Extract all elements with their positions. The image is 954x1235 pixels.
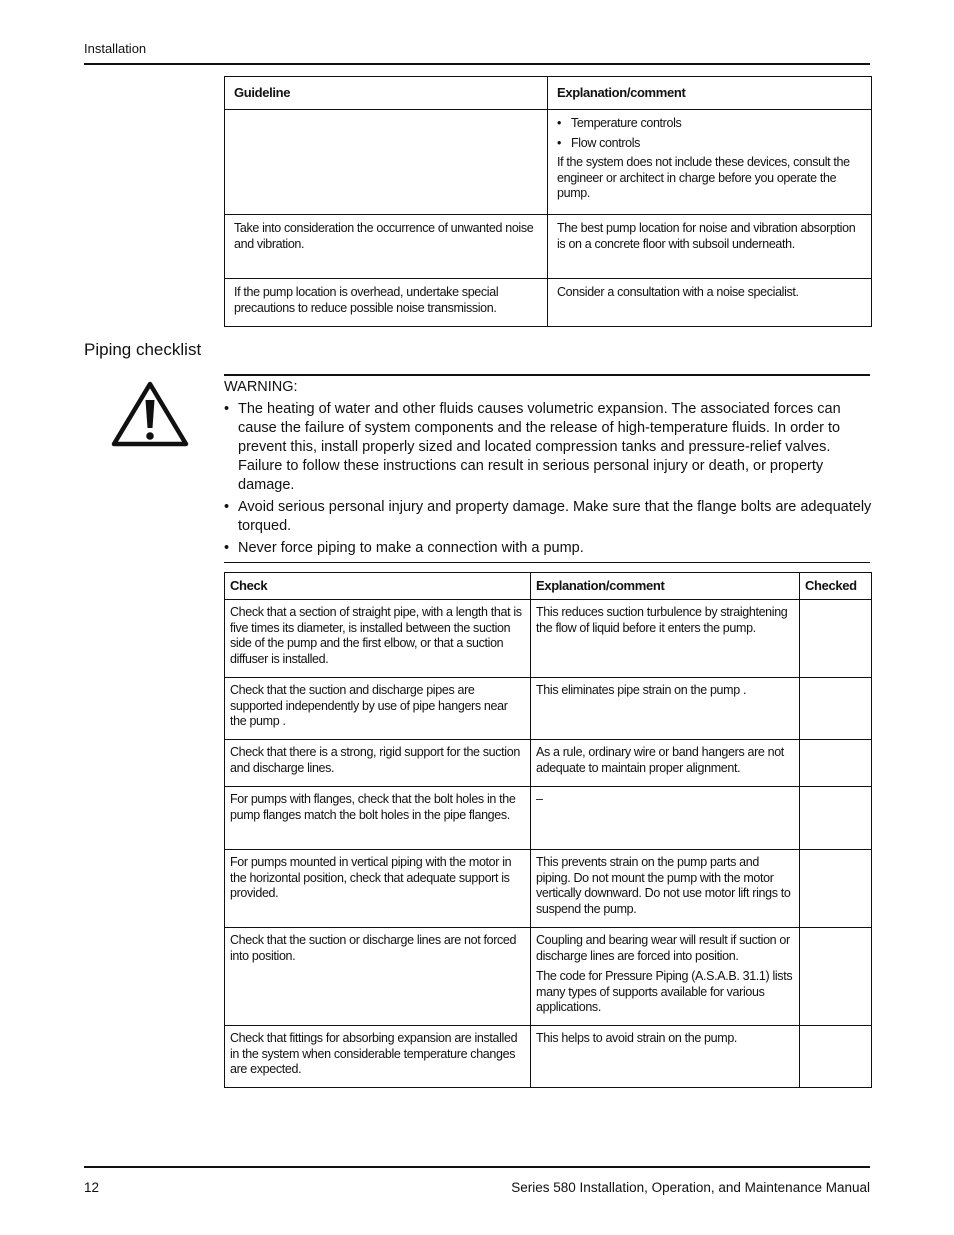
bullet-icon: • [224,401,230,417]
explanation-text: If the system does not include these devices, consult the engineer or architect in charge before you operate the pump. [557,155,850,200]
piping-checklist-table [224,572,872,1088]
explanation-text: As a rule, ordinary wire or band hangers are not adequate to maintain proper alignment. [536,745,784,775]
page-number: 12 [84,1180,100,1195]
explanation-cell [531,850,800,928]
explanation-cell: The best pump location for noise and vibration absorption is on a concrete floor with subsoil underneath. [548,215,872,279]
table-header-row [225,573,872,600]
warning-text: Never force piping to make a connection with a pump. [238,540,584,556]
guideline-cell [225,110,548,215]
explanation-text: – [536,792,543,806]
column-header-explanation: Explanation/comment [548,77,872,110]
check-cell: Check that fittings for absorbing expansion are installed in the system when considerable temperature changes are expected. [225,1026,531,1088]
bullet-icon: • [557,135,562,150]
check-cell: For pumps with flanges, check that the bolt holes in the pump flanges match the bolt holes in the pipe flanges. [225,787,531,850]
bullet-icon: • [224,540,230,556]
checked-cell[interactable] [800,1026,872,1088]
table-row [225,110,872,215]
explanation-text: This eliminates pipe strain on the pump . [536,683,747,697]
explanation-text: This prevents strain on the pump parts and piping. Do not mount the pump with the motor vertically downward. Do not use motor lift rings to suspend the pump. [536,855,791,916]
bullet-text: Temperature controls [571,116,682,130]
warning-block [224,378,872,561]
table-header-row [225,77,872,110]
warning-top-rule [224,374,870,376]
bullet-text: Flow controls [571,135,641,150]
checked-cell[interactable] [800,850,872,928]
list-item [557,116,863,132]
table-row [225,850,872,928]
warning-text: Avoid serious personal injury and property damage. Make sure that the flange bolts are adequately torqued. [238,499,872,534]
column-header-check: Check [225,573,531,600]
footer-rule [84,1166,870,1168]
running-header: Installation [84,41,147,56]
bullet-icon: • [557,116,562,130]
column-header-explanation: Explanation/comment [531,573,800,600]
explanation-cell [531,928,800,1026]
table-row [225,1026,872,1088]
check-cell: For pumps mounted in vertical piping with the motor in the horizontal position, check that adequate support is provided. [225,850,531,928]
table-row [225,740,872,787]
explanation-cell [531,787,800,850]
checked-cell[interactable] [800,928,872,1026]
explanation-cell: Consider a consultation with a noise specialist. [548,279,872,327]
explanation-cell [548,110,872,215]
explanation-cell [531,678,800,740]
table-row [225,787,872,850]
warning-item [224,400,872,495]
explanation-text: This reduces suction turbulence by straightening the flow of liquid before it enters the pump. [536,605,788,635]
warning-title: WARNING: [224,379,298,395]
warning-triangle-icon [110,380,190,448]
explanation-text: This helps to avoid strain on the pump. [536,1031,738,1045]
warning-bottom-rule [224,562,870,563]
manual-title: Series 580 Installation, Operation, and Maintenance Manual [511,1180,870,1195]
table-row [225,279,872,327]
check-cell: Check that the suction and discharge pipes are supported independently by use of pipe hangers near the pump . [225,678,531,740]
bullet-icon: • [224,499,230,515]
header-rule [84,63,870,65]
guideline-cell: Take into consideration the occurrence of unwanted noise and vibration. [225,215,548,279]
column-header-guideline: Guideline [225,77,548,110]
table-row [225,928,872,1026]
checked-cell[interactable] [800,740,872,787]
warning-item [224,498,872,536]
guideline-table [224,76,872,327]
list-item [557,136,863,152]
check-cell: Check that the suction or discharge lines are not forced into position. [225,928,531,1026]
checked-cell[interactable] [800,787,872,850]
table-row [225,215,872,279]
check-cell: Check that a section of straight pipe, with a length that is five times its diameter, is installed between the suction side of the pump and the first elbow, or that a suction diffuser is installed. [225,600,531,678]
check-cell: Check that there is a strong, rigid support for the suction and discharge lines. [225,740,531,787]
guideline-cell: If the pump location is overhead, undertake special precautions to reduce possible noise transmission. [225,279,548,327]
checked-cell[interactable] [800,678,872,740]
explanation-text: Coupling and bearing wear will result if suction or discharge lines are forced into position. [536,933,790,963]
explanation-cell [531,1026,800,1088]
explanation-cell [531,600,800,678]
column-header-checked: Checked [800,573,872,600]
section-heading: Piping checklist [84,340,202,359]
table-row [225,678,872,740]
checked-cell[interactable] [800,600,872,678]
warning-item [224,539,872,558]
explanation-cell [531,740,800,787]
table-row [225,600,872,678]
warning-text: The heating of water and other fluids causes volumetric expansion. The associated forces can cause the failure of system components and the release of high-temperature fluids. In order to prevent this, install properly sized and located compression tanks and pressure-relief valves. Failure to follow these instructions can result in serious personal injury or death, or property damage. [238,401,841,493]
explanation-text: The code for Pressure Piping (A.S.A.B. 31.1) lists many types of supports available for various applications. [536,969,793,1014]
